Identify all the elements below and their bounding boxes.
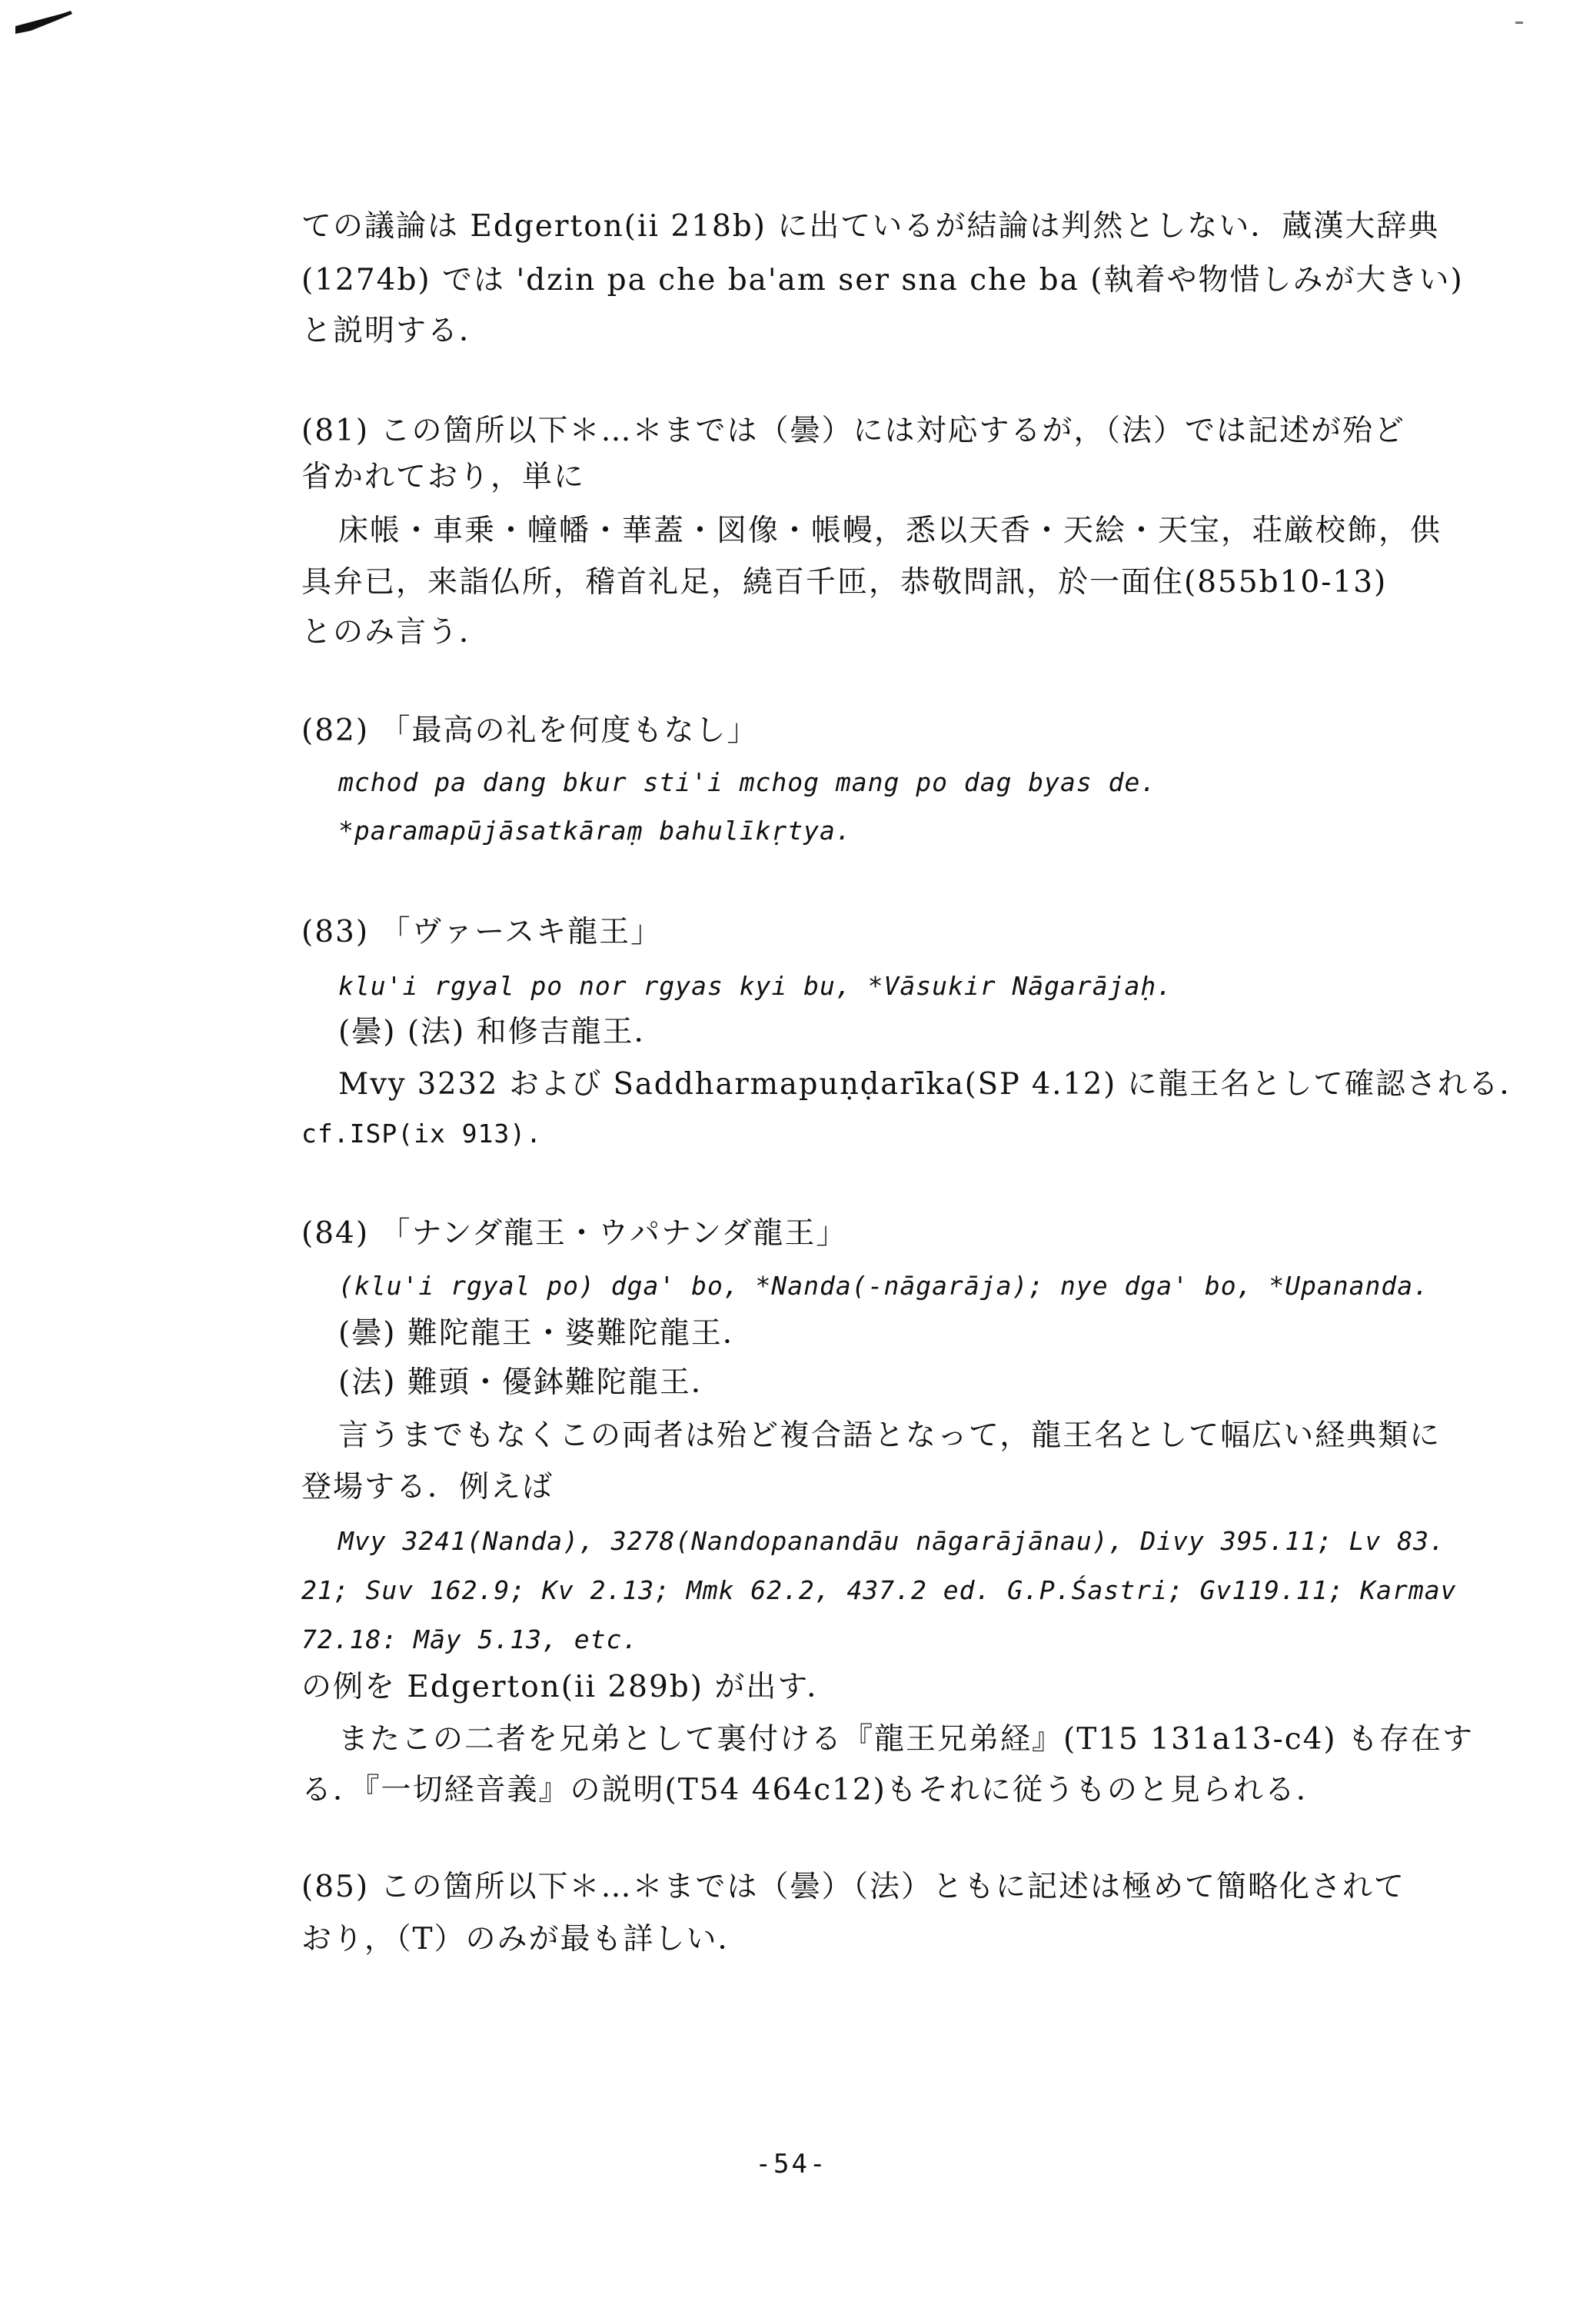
body-line: Mvy 3232 および Saddharmapuṇḍarīka(SP 4.12) に龍王名として確認される． bbox=[338, 1067, 1531, 1102]
body-line: の例を Edgerton(ii 289b) が出す． bbox=[301, 1670, 839, 1704]
body-line: おり，（T）のみが最も詳しい． bbox=[301, 1922, 750, 1957]
tibetan-transliteration: (klu'i rgyal po) dga' bo, *Nanda(-nāgarāja); nye dga' bo, *Upananda. bbox=[338, 1271, 1430, 1301]
body-line: (1274b) では 'dzin pa che ba'am ser sna che ba (執着や物惜しみが大きい) bbox=[301, 263, 1464, 298]
page-number: -54- bbox=[755, 2149, 828, 2179]
note-83-heading: (83) 「ヴァースキ龍王」 bbox=[301, 915, 663, 949]
quoted-chinese-text: 床帳・車乗・幢幡・華蓋・図像・帳幔，悉以天香・天絵・天宝，荘厳校飾，供 bbox=[338, 514, 1442, 548]
body-line: る．『一切経音義』の説明(T54 464c12)もそれに従うものと見られる． bbox=[301, 1773, 1328, 1807]
citation-line: Mvy 3241(Nanda), 3278(Nandopanandāu nāgarājānau), Divy 395.11; Lv 83. bbox=[338, 1526, 1445, 1556]
citation-line: 72.18: Māy 5.13, etc. bbox=[301, 1624, 639, 1654]
tibetan-transliteration: mchod pa dang bkur sti'i mchog mang po dag byas de. bbox=[338, 767, 1157, 797]
body-line: 省かれており，単に bbox=[301, 460, 586, 494]
tibetan-transliteration: klu'i rgyal po nor rgyas kyi bu, *Vāsukir Nāgarājaḥ. bbox=[338, 971, 1173, 1001]
body-line: とのみ言う． bbox=[301, 615, 491, 650]
chinese-parallel: (曇) 難陀龍王・婆難陀龍王． bbox=[338, 1316, 754, 1351]
scan-tick-mark bbox=[1515, 22, 1523, 24]
note-84-heading: (84) 「ナンダ龍王・ウパナンダ龍王」 bbox=[301, 1216, 848, 1251]
quoted-chinese-text: 具弁已，来詣仏所，稽首礼足，繞百千匝，恭敬問訊，於一面住(855b10-13) bbox=[301, 565, 1388, 600]
scan-corner-mark bbox=[15, 8, 77, 42]
body-line: ての議論は Edgerton(ii 218b) に出ているが結論は判然としない．蔵漢大辞典 bbox=[301, 209, 1440, 244]
citation-line: 21; Suv 162.9; Kv 2.13; Mmk 62.2, 437.2 ed. G.P.Śastri; Gv119.11; Karmav bbox=[301, 1575, 1457, 1605]
note-81-heading: (81) この箇所以下＊…＊までは（曇）には対応するが，（法）では記述が殆ど bbox=[301, 414, 1405, 448]
body-line: またこの二者を兄弟として裏付ける『龍王兄弟経』(T15 131a13-c4) も存在す bbox=[338, 1722, 1475, 1757]
citation-line: cf.ISP(ix 913). bbox=[301, 1119, 543, 1149]
sanskrit-reconstruction: *paramapūjāsatkāraṃ bahulīkṛtya. bbox=[338, 816, 852, 846]
body-line: 言うまでもなくこの両者は殆ど複合語となって，龍王名として幅広い経典類に bbox=[338, 1418, 1442, 1453]
chinese-parallel: (法) 難頭・優鉢難陀龍王． bbox=[338, 1365, 723, 1400]
chinese-parallel: (曇) (法) 和修吉龍王． bbox=[338, 1015, 666, 1049]
note-82-heading: (82) 「最高の礼を何度もなし」 bbox=[301, 713, 759, 748]
body-line: 登場する．例えば bbox=[301, 1470, 554, 1504]
note-85-heading: (85) この箇所以下＊…＊までは（曇）（法）ともに記述は極めて簡略化されて bbox=[301, 1870, 1405, 1904]
body-line: と説明する． bbox=[301, 314, 491, 348]
